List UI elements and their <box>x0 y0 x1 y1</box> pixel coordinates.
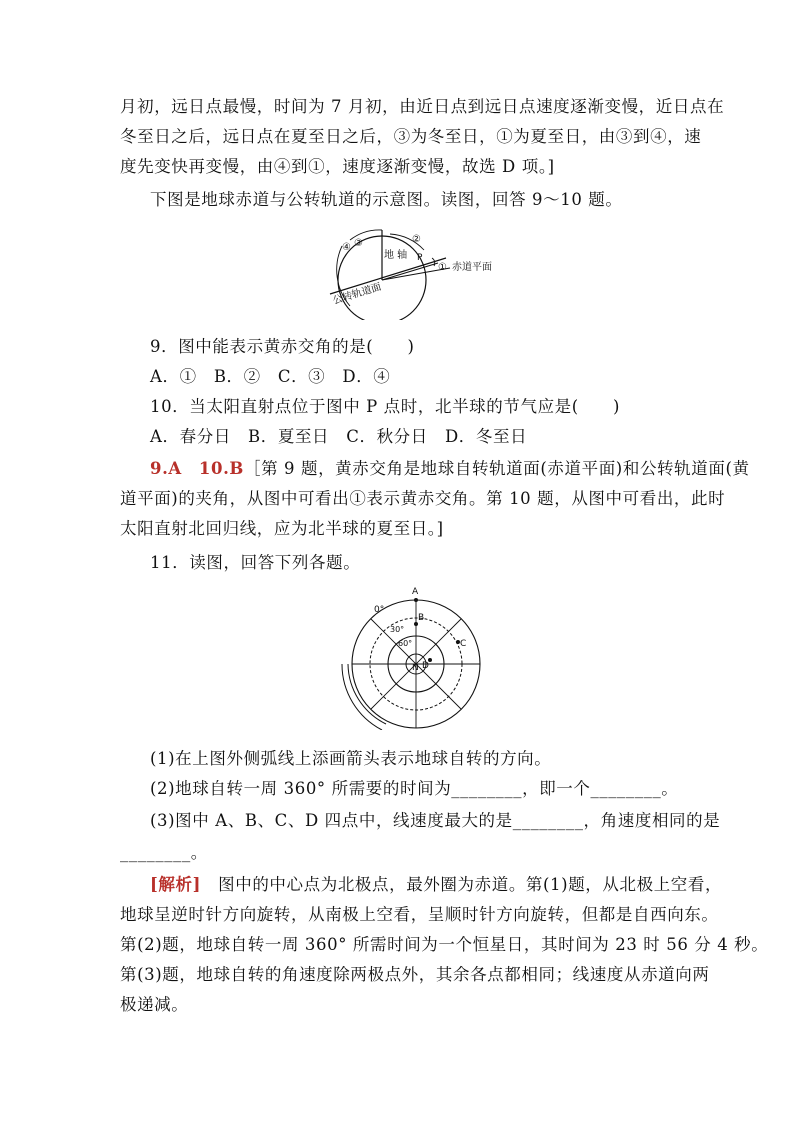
top-paragraph-line-2: 冬至日之后，远日点在夏至日之后，③为冬至日，①为夏至日，由③到④，速 <box>120 127 702 146</box>
label-c: C <box>460 639 467 649</box>
label-60-degree: 60° <box>398 639 413 648</box>
label-d: D <box>422 661 429 671</box>
question-10-options: A．春分日 B．夏至日 C．秋分日 D．冬至日 <box>150 427 528 446</box>
question-11-sub-1: (1)在上图外侧弧线上添画箭头表示地球自转的方向。 <box>150 749 552 768</box>
figure-polar-view <box>336 582 496 730</box>
label-a: A <box>412 587 419 597</box>
label-30-degree: 30° <box>390 625 405 634</box>
circle-label-4: ④ <box>342 242 351 253</box>
analysis-tag: [解析] <box>150 875 202 894</box>
analysis-text-1: 图中的中心点为北极点，最外圈为赤道。第(1)题，从北极上空看， <box>201 875 723 894</box>
answer-9-10-line-2: 道平面)的夹角，从图中可看出①表示黄赤交角。第 10 题，从图中可看出，此时 <box>120 489 726 508</box>
analysis-line-1 <box>150 874 723 896</box>
figure-equator-orbit <box>320 224 510 320</box>
label-0-degree: 0° <box>374 605 385 615</box>
analysis-line-5: 极递减。 <box>120 995 189 1014</box>
orbit-plane-label: 公转轨道面 <box>331 281 383 307</box>
analysis-line-4: 第(3)题，地球自转的角速度除两极点外，其余各点都相同；线速度从赤道向两 <box>120 965 710 984</box>
top-paragraph-line-1: 月初，远日点最慢，时间为 7 月初，由近日点到远日点速度逐渐变慢，近日点在 <box>120 97 725 116</box>
label-b: B <box>418 613 425 623</box>
point-p-label: P <box>417 253 423 263</box>
top-paragraph-line-3: 度先变快再变慢，由④到①，速度逐渐变慢，故选 D 项。] <box>120 157 555 176</box>
question-11-sub-2: (2)地球自转一周 360° 所需要的时间为________，即一个________。 <box>150 779 679 798</box>
question-10-stem: 10．当太阳直射点位于图中 P 点时，北半球的节气应是( ) <box>150 397 621 416</box>
circle-label-1: ① <box>438 262 447 273</box>
circle-label-3: ③ <box>354 238 363 249</box>
question-11-stem: 11．读图，回答下列各题。 <box>150 553 361 572</box>
outer-arc-2 <box>342 664 382 730</box>
orbit-plane-line <box>330 258 446 294</box>
question-9-options: A．① B．② C．③ D．④ <box>150 367 391 386</box>
axis-label: 地 轴 <box>384 250 408 261</box>
analysis-line-3: 第(2)题，地球自转一周 360° 所需时间为一个恒星日，其时间为 23 时 56 分 4 秒。 <box>120 935 769 954</box>
analysis-line-2: 地球呈逆时针方向旋转，从南极上空看，呈顺时针方向旋转，但都是自西向东。 <box>120 905 719 924</box>
label-n: N <box>412 663 419 673</box>
circle-label-2: ② <box>412 234 421 245</box>
equator-plane-label: 赤道平面 <box>452 262 492 273</box>
outer-arc-1 <box>348 664 386 724</box>
intro-9-10: 下图是地球赤道与公转轨道的示意图。读图，回答 9～10 题。 <box>150 190 623 209</box>
point-a <box>414 598 418 602</box>
answer-9-10-text-1: ［第 9 题，黄赤交角是地球自转轨道面(赤道平面)和公转轨道面(黄 <box>243 459 750 478</box>
question-11-sub-3-continued: ________。 <box>120 843 208 862</box>
answer-key: 9.A 10.B <box>150 459 244 478</box>
question-9-stem: 9．图中能表示黄赤交角的是( ) <box>150 337 415 356</box>
answer-9-10-line-1 <box>150 458 750 480</box>
answer-9-10-line-3: 太阳直射北回归线，应为北半球的夏至日。] <box>120 519 444 538</box>
question-11-sub-3: (3)图中 A、B、C、D 四点中，线速度最大的是________，角速度相同的是 <box>150 811 721 830</box>
